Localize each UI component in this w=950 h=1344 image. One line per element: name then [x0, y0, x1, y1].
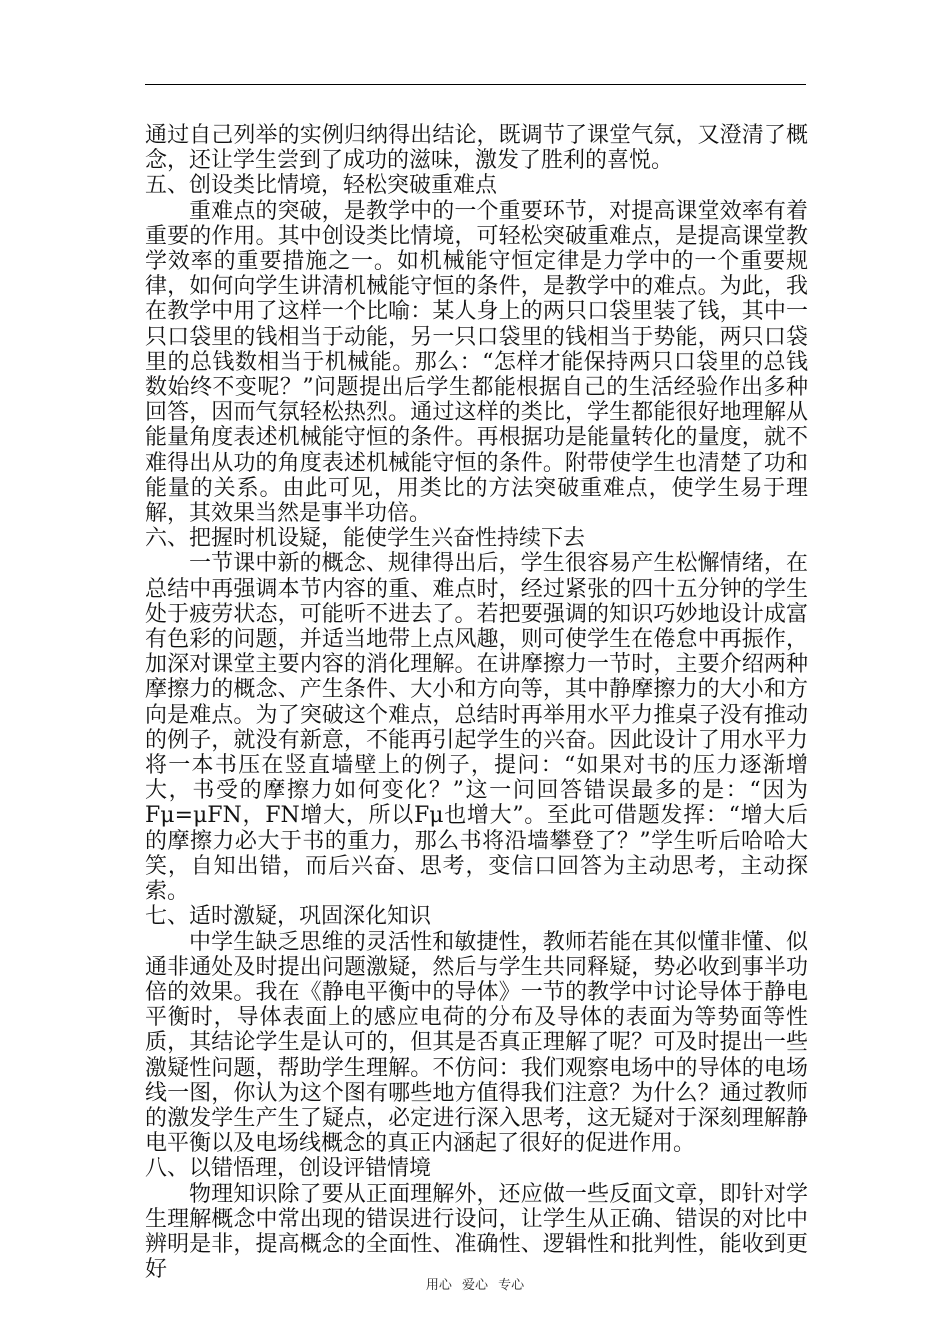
- section-heading-6: 六、把握时机设疑，能使学生兴奋性持续下去: [145, 526, 586, 552]
- paragraph-section-5: 重难点的突破，是教学中的一个重要环节，对提高课堂效率有着重要的作用。其中创设类比情境，可轻松突破重难点，是提高课堂教学效率的重要措施之一。如机械能守恒定律是力学中的一个重要规律，如何向学生讲清机械能守恒的条件，是教学中的难点。为此，我在教学中用了这样一个比喻：某人身上的两只口袋里装了钱，其中一只口袋里的钱相当于动能，另一只口袋里的钱相当于势能，两只口袋里的总钱数相当于机械能。那么：“怎样才能保持两只口袋里的总钱数始终不变呢？”问题提出后学生都能根据自己的生活经验作出多种回答，因而气氛轻松热烈。通过这样的类比，学生都能很好地理解从能量角度表述机械能守恒的条件。再根据功是能量转化的量度，就不难得出从功的角度表述机械能守恒的条件。附带使学生也清楚了功和能量的关系。由此可见，用类比的方法突破重难点，使学生易于理解，其效果当然是事半功倍。: [145, 198, 808, 527]
- section-heading-5: 五、创设类比情境，轻松突破重难点: [145, 173, 498, 199]
- section-heading-7: 七、适时激疑，巩固深化知识: [145, 904, 432, 930]
- paragraph-section-7: 中学生缺乏思维的灵活性和敏捷性，教师若能在其似懂非懂、似通非通处及时提出问题激疑，然后与学生共同释疑，势必收到事半功倍的效果。我在《静电平衡中的导体》一节的教学中讨论导体于静电平衡时，导体表面上的感应电荷的分布及导体的表面为等势面等性质，其结论学生是认可的，但其是否真正理解了呢？可及时提出一些激疑性问题，帮助学生理解。不仿问：我们观察电场中的导体的电场线一图，你认为这个图有哪些地方值得我们注意？为什么？通过教师的激发学生产生了疑点，必定进行深入思考，这无疑对于深刻理解静电平衡以及电场线概念的真正内涵起了很好的促进作用。: [145, 929, 808, 1157]
- section-heading-8: 八、以错悟理，创设评错情境: [145, 1156, 432, 1182]
- header-rule: [145, 84, 806, 85]
- paragraph-continuation: 通过自己列举的实例归纳得出结论，既调节了课堂气氛，又澄清了概念，还让学生尝到了成功的滋味，激发了胜利的喜悦。: [145, 123, 808, 174]
- paragraph-section-8: 物理知识除了要从正面理解外，还应做一些反面文章，即针对学生理解概念中常出现的错误进行设问，让学生从正确、错误的对比中辨明是非，提高概念的全面性、准确性、逻辑性和批判性，能收到更好: [145, 1181, 808, 1283]
- paragraph-section-6: 一节课中新的概念、规律得出后，学生很容易产生松懈情绪，在总结中再强调本节内容的重、难点时，经过紧张的四十五分钟的学生处于疲劳状态，可能听不进去了。若把要强调的知识巧妙地设计成富有色彩的问题，并适当地带上点风趣，则可使学生在倦怠中再振作，加深对课堂主要内容的消化理解。在讲摩擦力一节时，主要介绍两种摩擦力的概念、产生条件、大小和方向等，其中静摩擦力的大小和方向是难点。为了突破这个难点，总结时再举用水平力推桌子没有推动的例子，就没有新意，不能再引起学生的兴奋。因此设计了用水平力将一本书压在竖直墙壁上的例子，提问：“如果对书的压力逐渐增大，书受的摩擦力如何变化？”这一问回答错误最多的是：“因为Fμ=μFN，FN增大，所以Fμ也增大”。至此可借题发挥：“增大后的摩擦力必大于书的重力，那么书将沿墙攀登了？”学生听后哈哈大笑，自知出错，而后兴奋、思考，变信口回答为主动思考，主动探索。: [145, 551, 808, 905]
- document-body: [145, 123, 808, 1282]
- page-footer: 用心 爱心 专心: [425, 1278, 525, 1293]
